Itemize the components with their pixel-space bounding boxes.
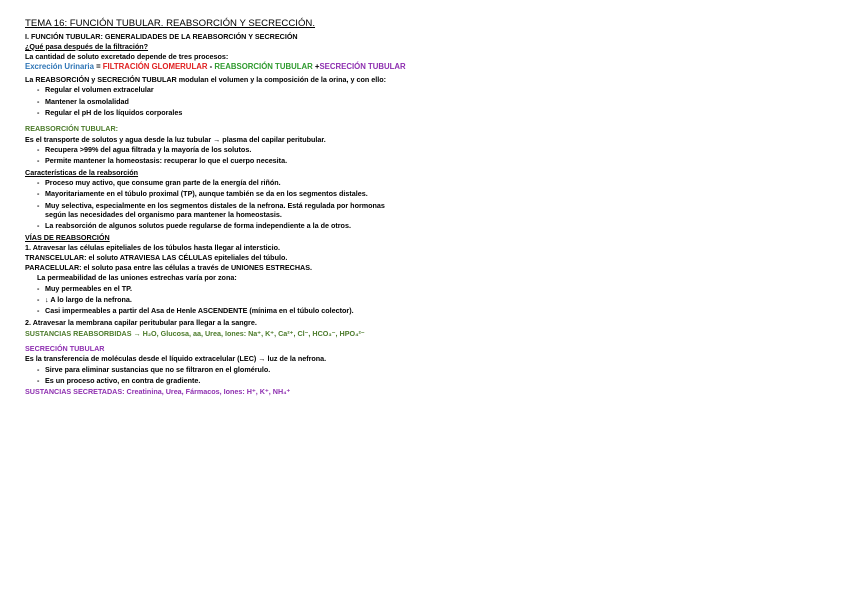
list-item: - Proceso muy activo, que consume gran parte de la energía del riñón.: [37, 177, 281, 187]
list-item: - Casi impermeables a partir del Asa de Henle ASCENDENTE (mínima en el túbulo colector).: [37, 306, 354, 316]
characteristics-list-2: [25, 222, 805, 229]
reabsorption-definition: Es el transporte de solutos y agua desde la luz tubular → plasma del capilar peritubular.: [25, 134, 326, 144]
page-title: TEMA 16: FUNCIÓN TUBULAR. REABSORCIÓN Y SECRECCIÓN.: [25, 18, 316, 29]
bullet-dash: -: [37, 189, 40, 199]
list-item: - Es un proceso activo, en contra de gradiente.: [37, 375, 201, 385]
bullet-dash: -: [37, 177, 40, 187]
list-item: - La reabsorción de algunos solutos puede regularse de forma independiente a la de otros.: [37, 221, 351, 231]
pathways-heading: VÍAS DE REABSORCIÓN: [25, 232, 110, 242]
intro-text: La cantidad de soluto excretado depende de tres procesos:: [25, 52, 229, 61]
list-item: - Muy permeables en el TP.: [37, 283, 132, 293]
bullet-dash: -: [37, 107, 40, 117]
secretion-heading: SECRECIÓN TUBULAR: [25, 344, 105, 354]
bullet-dash: -: [37, 85, 40, 95]
bullet-dash: -: [37, 200, 40, 210]
bullet-dash: -: [37, 375, 40, 385]
equation-term-excretion: Excreción Urinaria: [25, 62, 94, 72]
secretion-list: [25, 366, 805, 385]
pathway-2: 2. Atravesar la membrana capilar peritubular para llegar a la sangre.: [25, 317, 257, 327]
bullet-dash: -: [37, 294, 40, 304]
pathway-1: 1. Atravesar las células epiteliales de los túbulos hasta llegar al intersticio.: [25, 242, 280, 252]
reabsorption-list: [25, 146, 805, 165]
list-item: - Mantener la osmolalidad: [37, 96, 129, 106]
section-heading: I. FUNCIÓN TUBULAR: GENERALIDADES DE LA REABSORCIÓN Y SECRECIÓN: [25, 31, 298, 41]
secreted-substances: SUSTANCIAS SECRETADAS: Creatinina, Urea, Fármacos, Iones: H⁺, K⁺, NH₄⁺: [25, 387, 291, 397]
excretion-equation: [25, 63, 805, 71]
equation-equals: =: [93, 62, 103, 72]
bullet-dash: -: [37, 283, 40, 293]
list-item: - Regular el pH de los líquidos corporales: [37, 107, 183, 117]
reabsorption-heading: REABSORCIÓN TUBULAR:: [25, 124, 119, 134]
list-item: - Recupera >99% del agua filtrada y la mayoría de los solutos.: [37, 144, 252, 154]
reabsorbed-substances: SUSTANCIAS REABSORBIDAS → H₂O, Glucosa, aa, Urea, Iones: Na⁺, K⁺, Ca²⁺, Cl⁻, HCO₃⁻, HPO₄²⁻: [25, 328, 365, 338]
list-item: - Mayoritariamente en el túbulo proximal (TP), aunque también se da en los segmentos distales.: [37, 189, 368, 199]
bullet-dash: -: [37, 306, 40, 316]
list-item: - ↓ A lo largo de la nefrona.: [37, 294, 132, 304]
equation-plus: +: [312, 62, 320, 72]
equation-minus: -: [207, 62, 215, 72]
list-item: - Permite mantener la homeostasis: recuperar lo que el cuerpo necesita.: [37, 156, 288, 166]
bullet-dash: -: [37, 364, 40, 374]
modulates-text: La REABSORCIÓN y SECRECIÓN TUBULAR modulan el volumen y la composición de la orina, y con ello:: [25, 75, 387, 84]
characteristics-continuation: según las necesidades del organismo para mantener la homeostasis.: [45, 209, 282, 219]
equation-term-reabsorption: REABSORCIÓN TUBULAR: [214, 62, 313, 72]
bullet-dash: -: [37, 156, 40, 166]
list-item: - Muy selectiva, especialmente en los segmentos distales de la nefrona. Está regulada por hormonas: [37, 200, 385, 210]
equation-term-filtration: FILTRACIÓN GLOMERULAR: [102, 62, 208, 72]
equation-term-secretion: SECRECIÓN TUBULAR: [319, 62, 406, 72]
modulates-list: [25, 86, 805, 116]
characteristics-heading: Características de la reabsorción: [25, 167, 139, 177]
question-heading: ¿Qué pasa después de la filtración?: [25, 41, 149, 51]
permeability-list: [25, 285, 805, 315]
bullet-dash: -: [37, 144, 40, 154]
document-body: [25, 19, 805, 399]
bullet-dash: -: [37, 221, 40, 231]
secretion-definition: Es la transferencia de moléculas desde el líquido extracelular (LEC) → luz de la nefrona.: [25, 354, 327, 364]
bullet-dash: -: [37, 96, 40, 106]
transcellular-text: TRANSCELULAR: el soluto ATRAVIESA LAS CÉLULAS epiteliales del túbulo.: [25, 252, 288, 262]
list-item: - Regular el volumen extracelular: [37, 85, 154, 95]
list-item: - Sirve para eliminar sustancias que no se filtraron en el glomérulo.: [37, 364, 271, 374]
permeability-text: La permeabilidad de las uniones estrechas varía por zona:: [37, 273, 237, 283]
characteristics-list: [25, 179, 805, 209]
paracellular-text: PARACELULAR: el soluto pasa entre las células a través de UNIONES ESTRECHAS.: [25, 263, 313, 273]
